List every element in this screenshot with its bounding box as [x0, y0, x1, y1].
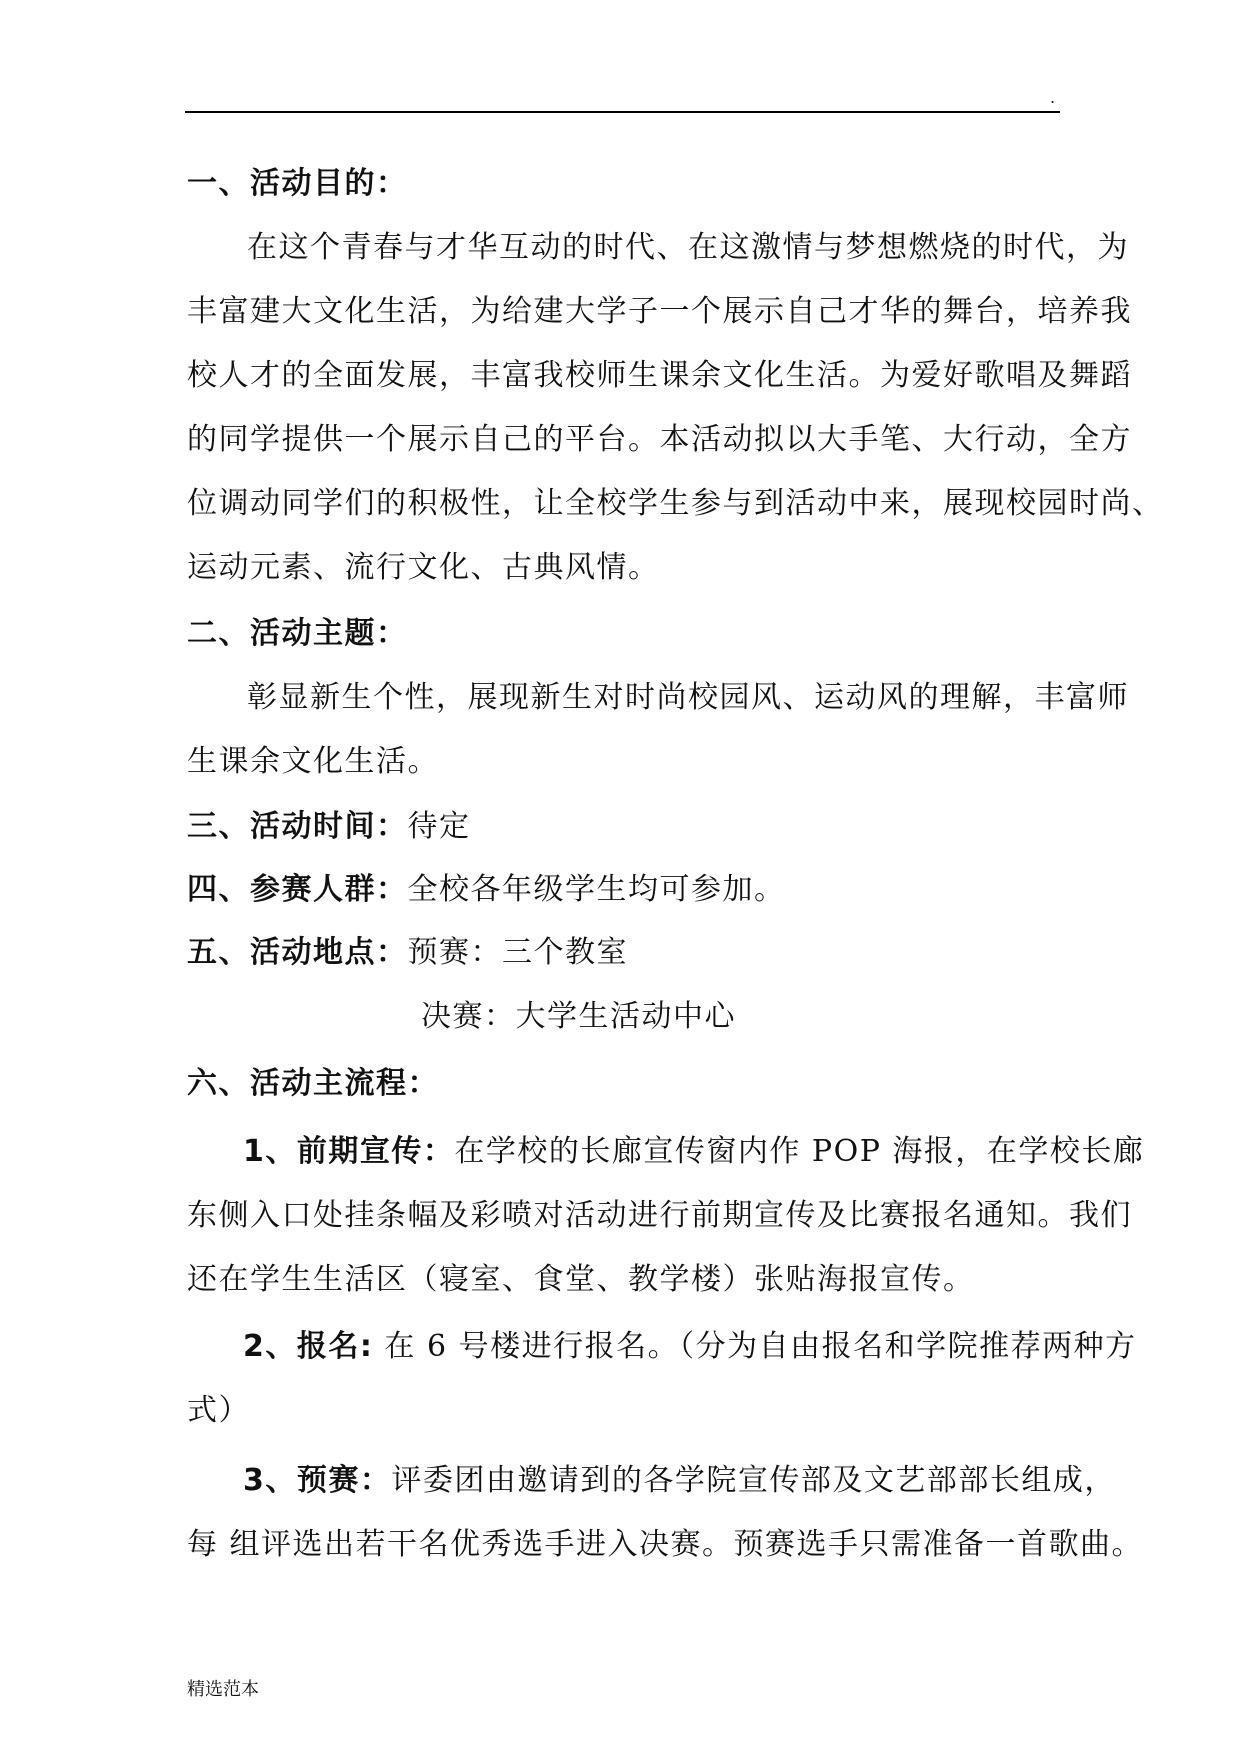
section-value: 预赛：三个教室 [407, 935, 628, 970]
section-heading: 一、活动目的： [187, 166, 408, 201]
paragraph-line: 东侧入口处挂条幅及彩喷对活动进行前期宣传及比赛报名通知。我们 [187, 1198, 1132, 1233]
section-value: 全校各年级学生均可参加。 [407, 872, 786, 907]
paragraph-line: 式） [187, 1393, 250, 1428]
section-heading: 六、活动主流程： [187, 1066, 439, 1101]
paragraph-line: 在这个青春与才华互动的时代、在这激情与梦想燃烧的时代，为 [247, 230, 1129, 265]
paragraph-line: 生课余文化生活。 [187, 744, 439, 779]
process-item-line [187, 1315, 1137, 1379]
section-purpose [187, 152, 1164, 600]
section-heading: 四、参赛人群： [187, 872, 408, 907]
footer-text: 精选范本 [187, 1679, 259, 1700]
section-row [187, 858, 1060, 922]
paragraph-line: 校人才的全面发展，丰富我校师生课余文化生活。为爱好歌唱及舞蹈 [187, 358, 1132, 393]
process-item-text: 评委团由邀请到的各学院宣传部及文艺部部长组成， [391, 1463, 1116, 1498]
process-item-publicity [187, 1120, 1145, 1312]
process-item-preliminary [187, 1449, 1144, 1577]
section-process [187, 1052, 1060, 1116]
section-value: 待定 [407, 809, 471, 844]
process-item-label: 1、前期宣传： [243, 1134, 455, 1169]
process-item-label: 3、预赛： [243, 1463, 392, 1498]
header-mark: . [1050, 88, 1056, 107]
section-heading: 三、活动时间： [187, 809, 408, 844]
process-item-line [187, 1120, 1145, 1184]
paragraph-line: 位调动同学们的积极性，让全校学生参与到活动中来，展现校园时尚、 [187, 486, 1164, 521]
process-item-label: 2、报名: [243, 1329, 374, 1364]
paragraph-line: 运动元素、流行文化、古典风情。 [187, 550, 660, 585]
process-item-signup [187, 1315, 1137, 1443]
paragraph-line: 丰富建大文化生活，为给建大学子一个展示自己才华的舞台，培养我 [187, 294, 1132, 329]
section-location [187, 921, 1060, 1049]
paragraph-line: 彰显新生个性，展现新生对时尚校园风、运动风的理解，丰富师 [247, 680, 1129, 715]
section-participants [187, 858, 1060, 922]
process-item-text: 在学校的长廊宣传窗内作 POP 海报，在学校长廊 [454, 1134, 1145, 1169]
paragraph-line: 还在学生生活区（寝室、食堂、教学楼）张贴海报宣传。 [187, 1262, 975, 1297]
paragraph-line: 的同学提供一个展示自己的平台。本活动拟以大手笔、大行动，全方 [187, 422, 1132, 457]
paragraph-line: 每 组评选出若干名优秀选手进入决赛。预赛选手只需准备一首歌曲。 [187, 1527, 1144, 1562]
section-value-secondary: 决赛：大学生活动中心 [421, 999, 736, 1034]
header-rule [185, 111, 1060, 113]
section-row [187, 795, 1060, 859]
process-item-text: 在 6 号楼进行报名。（分为自由报名和学院推荐两种方 [373, 1329, 1137, 1364]
section-heading: 二、活动主题： [187, 616, 408, 651]
section-row [187, 921, 1060, 985]
section-heading: 五、活动地点： [187, 935, 408, 970]
section-theme [187, 602, 1129, 794]
process-item-line [187, 1449, 1116, 1513]
section-time [187, 795, 1060, 859]
